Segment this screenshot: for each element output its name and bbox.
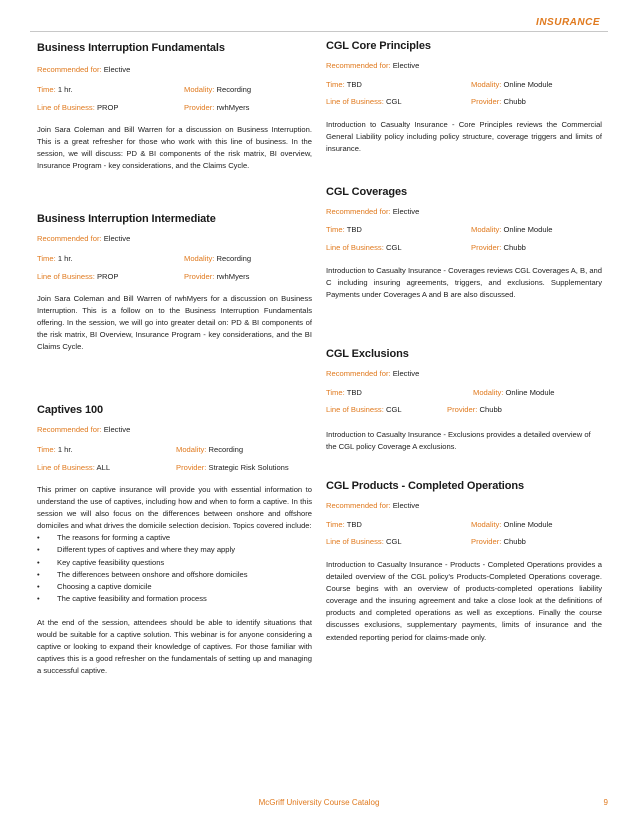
- modality: Modality: Online Module: [471, 520, 553, 529]
- time-value: TBD: [346, 225, 362, 234]
- time-modality-row: Time: TBD Modality: Online Module: [326, 225, 553, 234]
- lob-value: CGL: [385, 243, 402, 252]
- lob-value: PROP: [96, 272, 119, 281]
- course-description: Join Sara Coleman and Bill Warren of rwhMyers for a discussion on Business Interruption. This is a follow on to the Business Interruption Fundamentals offering. In the session, we will go into greater detail on: PD & BI components of the risk matrix, BI Overview, Insurance Program - key considerations, and the BI Claims Cycle.: [37, 294, 312, 352]
- recommended-row: Recommended for: Elective: [326, 369, 420, 378]
- time-modality-row: Time: 1 hr. Modality: Recording: [37, 254, 252, 263]
- time-value: TBD: [346, 80, 362, 89]
- time-value: 1 hr.: [57, 254, 73, 263]
- course-business-interruption-intermediate: [37, 213, 312, 353]
- time-modality-row: Time: 1 hr. Modality: Recording: [37, 85, 252, 94]
- lob-value: CGL: [385, 97, 402, 106]
- provider-value: Strategic Risk Solutions: [208, 463, 289, 472]
- modality: Modality: Online Module: [471, 80, 553, 89]
- recommended-value: Elective: [392, 207, 420, 216]
- time-modality-row: Time: 1 hr. Modality: Recording: [37, 445, 244, 454]
- recommended-row: Recommended for: Elective: [326, 501, 420, 510]
- course-title: Business Interruption Fundamentals: [37, 42, 225, 54]
- lob-provider-row: Line of Business: CGL Provider: Chubb: [326, 537, 526, 546]
- modality-value: Online Module: [503, 520, 553, 529]
- provider-value: Chubb: [479, 405, 502, 414]
- recommended-row: Recommended for: Elective: [326, 207, 420, 216]
- modality: Modality: Online Module: [473, 388, 555, 397]
- lob-provider-row: Line of Business: CGL Provider: Chubb: [326, 97, 526, 106]
- course-business-interruption-fundamentals: [37, 42, 312, 172]
- modality-value: Online Module: [505, 388, 555, 397]
- provider: Provider: Chubb: [471, 97, 526, 106]
- footer-catalog-title: McGriff University Course Catalog: [258, 798, 380, 807]
- provider-value: Chubb: [503, 537, 526, 546]
- time-modality-row: Time: TBD Modality: Online Module: [326, 388, 555, 397]
- lob-value: CGL: [385, 537, 402, 546]
- course-description: Introduction to Casualty Insurance - Products - Completed Operations provides a detailed overview of the CGL policy's Products-Completed Operations coverage. Course begins with an overview of products-completed operations liability coverage and the insuring agreement and take a close look at the definitions of products and completed operations as well as exceptions. Finally the course discusses exclusions, supplementary payments, limits of insurance and the extended reporting period for claims-made only.: [326, 560, 602, 642]
- modality: Modality: Recording: [184, 254, 252, 263]
- modality: Modality: Recording: [184, 85, 252, 94]
- lob-provider-row: Line of Business: ALL Provider: Strategic Risk Solutions: [37, 463, 289, 472]
- course-title: CGL Core Principles: [326, 40, 431, 52]
- section-tag: INSURANCE: [536, 17, 600, 28]
- lob-provider-row: Line of Business: PROP Provider: rwhMyers: [37, 103, 250, 112]
- course-description: Join Sara Coleman and Bill Warren for a discussion on Business Interruption. This is a great refresher for those who work with this line of business. In the session, we will discuss: PD & BI components of the risk matrix, BI overview, Insurance Program - key considerations, and the Claims Cycle.: [37, 125, 312, 171]
- provider-value: Chubb: [503, 243, 526, 252]
- time-modality-row: Time: TBD Modality: Online Module: [326, 80, 553, 89]
- course-description-conclusion: At the end of the session, attendees should be able to identify situations that would be suitable for a captive solution. This webinar is for anyone considering a captive or looking to expand their knowledge of captives. For those familiar with captives this is a good refresher on the fundamentals of setting up and managing a successful captive.: [37, 617, 312, 676]
- header-rule: [30, 31, 608, 32]
- modality-value: Recording: [216, 254, 252, 263]
- course-description: Introduction to Casualty Insurance - Coverages reviews CGL Coverages A, B, and C including insuring agreements, triggers, and exclusions. Supplementary Payments under Coverages A and B are also discussed.: [326, 266, 602, 300]
- modality-value: Recording: [216, 85, 252, 94]
- list-item: • The reasons for forming a captive: [37, 532, 312, 544]
- modality-value: Online Module: [503, 225, 553, 234]
- list-item: • The captive feasibility and formation process: [37, 593, 312, 605]
- recommended-row: Recommended for: Elective: [326, 61, 420, 70]
- list-item: • Choosing a captive domicile: [37, 581, 312, 593]
- lob-value: PROP: [96, 103, 119, 112]
- lob-value: ALL: [96, 463, 111, 472]
- modality: Modality: Online Module: [471, 225, 553, 234]
- recommended-row: Recommended for: Elective: [37, 65, 131, 74]
- course-cgl-coverages: [326, 186, 602, 301]
- topic-list: [37, 532, 312, 605]
- recommended-value: Elective: [103, 234, 131, 243]
- recommended-value: Elective: [392, 369, 420, 378]
- time-value: TBD: [346, 520, 362, 529]
- course-description: This primer on captive insurance will provide you with essential information to understand the use of captives, including how and when to form a captive. In this session we will also focus on the differences between onshore and offshore domiciles and what drives the domicile selection decision. Topics covered include:: [37, 485, 312, 531]
- list-item: • The differences between onshore and offshore domiciles: [37, 569, 312, 581]
- time-value: 1 hr.: [57, 445, 73, 454]
- list-item: • Different types of captives and where they may apply: [37, 544, 312, 556]
- provider: Provider: Chubb: [471, 537, 526, 546]
- provider: Provider: Chubb: [471, 243, 526, 252]
- course-title: CGL Coverages: [326, 186, 408, 198]
- provider: Provider: Chubb: [447, 405, 502, 414]
- recommended-value: Elective: [392, 61, 420, 70]
- provider: Provider: rwhMyers: [184, 272, 250, 281]
- course-cgl-core-principles: [326, 40, 602, 155]
- modality-value: Recording: [208, 445, 244, 454]
- lob-provider-row: Line of Business: CGL Provider: Chubb: [326, 243, 526, 252]
- modality-value: Online Module: [503, 80, 553, 89]
- recommended-value: Elective: [392, 501, 420, 510]
- course-description: Introduction to Casualty Insurance - Core Principles reviews the Commercial General Liability policy including policy structure, coverage triggers and limits of insurance.: [326, 120, 602, 154]
- course-cgl-exclusions: [326, 348, 602, 453]
- course-title: CGL Products - Completed Operations: [326, 480, 524, 492]
- provider: Provider: rwhMyers: [184, 103, 250, 112]
- lob-provider-row: Line of Business: PROP Provider: rwhMyers: [37, 272, 250, 281]
- course-title: Captives 100: [37, 404, 104, 416]
- recommended-value: Elective: [103, 65, 131, 74]
- time-value: 1 hr.: [57, 85, 73, 94]
- time-value: TBD: [346, 388, 362, 397]
- provider-value: rwhMyers: [216, 103, 250, 112]
- recommended-value: Elective: [103, 425, 131, 434]
- course-cgl-products-completed-operations: [326, 480, 602, 644]
- recommended-row: Recommended for: Elective: [37, 425, 131, 434]
- lob-provider-row: Line of Business: CGL Provider: Chubb: [326, 405, 502, 414]
- recommended-row: Recommended for: Elective: [37, 234, 131, 243]
- course-captives-100: [37, 404, 312, 677]
- lob-value: CGL: [385, 405, 402, 414]
- time-modality-row: Time: TBD Modality: Online Module: [326, 520, 553, 529]
- course-description: Introduction to Casualty Insurance - Exclusions provides a detailed overview of the CGL policy Coverage A exclusions.: [326, 430, 591, 452]
- modality: Modality: Recording: [176, 445, 244, 454]
- provider-value: rwhMyers: [216, 272, 250, 281]
- course-title: Business Interruption Intermediate: [37, 213, 216, 225]
- provider-value: Chubb: [503, 97, 526, 106]
- list-item: • Key captive feasibility questions: [37, 557, 312, 569]
- course-title: CGL Exclusions: [326, 348, 409, 360]
- page-number: 9: [603, 798, 608, 807]
- provider: Provider: Strategic Risk Solutions: [176, 463, 289, 472]
